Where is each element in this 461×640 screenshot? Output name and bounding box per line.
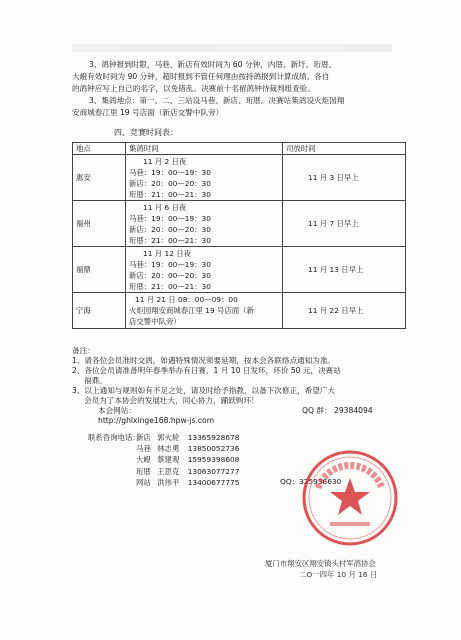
collect-cell [126,201,283,247]
schedule-title: 四、竞赛时间表： [114,128,178,137]
intro-line: 大嶝有效时间为 90 分钟，超时报到不管任何理由按持鸽报到计算成绩。各自 [72,72,330,81]
header-cell: 集鸽时间 [126,143,283,155]
collect-line: 珩厝：21：00—21：30 [129,281,211,291]
contact-phone: 13850052736 [187,444,240,454]
note-line: 会员为了本协会的发展壮大，同心协力，踊跃购环！ [84,396,259,405]
collect-line: 火炬园翔安商城春江里 19 号店面（新 [129,306,254,315]
intro-line: 的鸽钟应写上自己的名字，以免错乱。决赛前十名留鸽钟待裁判组查验。 [72,84,315,93]
official-seal-icon [300,448,400,548]
contact-entry [136,454,239,465]
contact-entry [136,432,239,443]
qq-group-label: QQ 群： [302,406,332,415]
contact-area: 珩厝 [136,466,151,476]
collect-line: 马巷：19：00—19：30 [129,213,211,223]
contact-entry [136,443,239,454]
contact-phone: 15959398608 [187,455,240,465]
collect-date: 11 月 2 日夜 [143,156,187,166]
contact-area: 网站 [136,477,151,487]
release-time: 11 月 7 日早上 [308,219,359,228]
contact-name: 郭火轮 [157,433,180,442]
collect-line: 马巷：19：00—19：30 [129,167,211,177]
place-cell: 福鼎 [73,247,126,293]
contact-qq: QQ：325936630 [280,477,342,486]
header-cell: 地点 [73,143,126,155]
note-line: 福鼎。 [84,376,107,385]
note-line: 1、请各位会员准时交鸽，如遇特殊情况须要延期，按本会各联络点通知为准。 [72,356,336,365]
release-cell [283,201,406,247]
release-time: 11 月 3 日早上 [308,173,359,182]
release-time: 11 月 22 日早上 [308,306,364,315]
place-cell: 福州 [73,201,126,247]
table-row [73,201,406,247]
release-cell [283,293,406,329]
intro-line: 3、鸽钟报到时限，马巷、新店有效时间为 60 分钟，内厝、新圩、珩厝、 [89,60,337,69]
contact-label: 联系咨询电话： [88,433,140,442]
table-row [73,293,406,329]
release-time: 11 月 13 日早上 [308,265,364,274]
collect-line: 店交警中队旁） [129,317,181,326]
contact-list [136,432,239,488]
schedule-table [72,142,406,329]
contact-entry [136,466,239,477]
note-line: 2、各位会员请准备明年春季举办有日赛，1 月 10 日发环，环价 50 元，决赛站 [72,366,341,375]
signature-date: 二O一四年 10 月 16 日 [299,570,378,579]
collect-cell [126,293,283,329]
collect-line: 新店：20：00—20：30 [129,224,211,234]
collect-line: 新店：20：00—20：30 [129,178,211,188]
site-url[interactable]: http://ghlxinge168.hpw-js.com [98,416,215,425]
table-header-row [73,143,406,155]
contact-phone: 13365928678 [187,433,240,442]
notes-title: 备注： [72,346,95,355]
place-cell: 惠安 [73,155,126,201]
contact-area: 马巷 [136,444,151,454]
contact-entry [136,477,239,488]
collect-line: 新店：20：00—20：30 [129,270,211,280]
collect-date: 11 月 12 日夜 [143,248,192,258]
contact-area: 新店 [136,433,151,442]
release-cell [283,155,406,201]
contact-area: 大嶝 [136,455,151,465]
collect-date: 11 月 6 日夜 [143,202,187,212]
contact-name: 林志勇 [157,444,180,454]
table-row [73,247,406,293]
contact-phone: 13063077277 [187,466,240,476]
note-line: 3、以上通知与规则如有不足之处，请及时给予指教，以备下次修正，希望广大 [72,386,336,395]
qq-group-value: 29384094 [334,406,373,415]
contact-name: 洪伟平 [157,477,180,487]
site-label: 本会网站： [98,406,136,415]
intro-line: 安商城春江里 19 号店面（新店交警中队旁） [72,108,224,117]
contact-name: 王思克 [157,466,180,476]
site-line [72,406,373,416]
collect-line: 珩厝：21：00—21：30 [129,189,211,199]
collect-cell [126,247,283,293]
table-row [73,155,406,201]
collect-line: 珩厝：21：00—21：30 [129,235,211,245]
signature-org: 厦门市翔安区翔安镇头村军鸽协会 [265,559,376,568]
release-cell [283,247,406,293]
signature-block [265,558,377,580]
collect-date: 11 月 21 日 08：00—09：00 [135,295,238,304]
header-cell: 司放时间 [283,143,406,155]
collect-cell [126,155,283,201]
contact-phone: 13400677775 [187,477,240,487]
contact-name: 蔡建观 [157,455,180,465]
faded-header-strip [72,44,392,52]
collect-line: 马巷：19：00—19：30 [129,259,211,269]
intro-line: 3、集鸽地点：第一、二、三站设马巷、新店、珩厝。决赛站集鸽设火炬园翔 [89,96,345,105]
notes-section [72,346,373,426]
place-cell: 宁海 [73,293,126,329]
